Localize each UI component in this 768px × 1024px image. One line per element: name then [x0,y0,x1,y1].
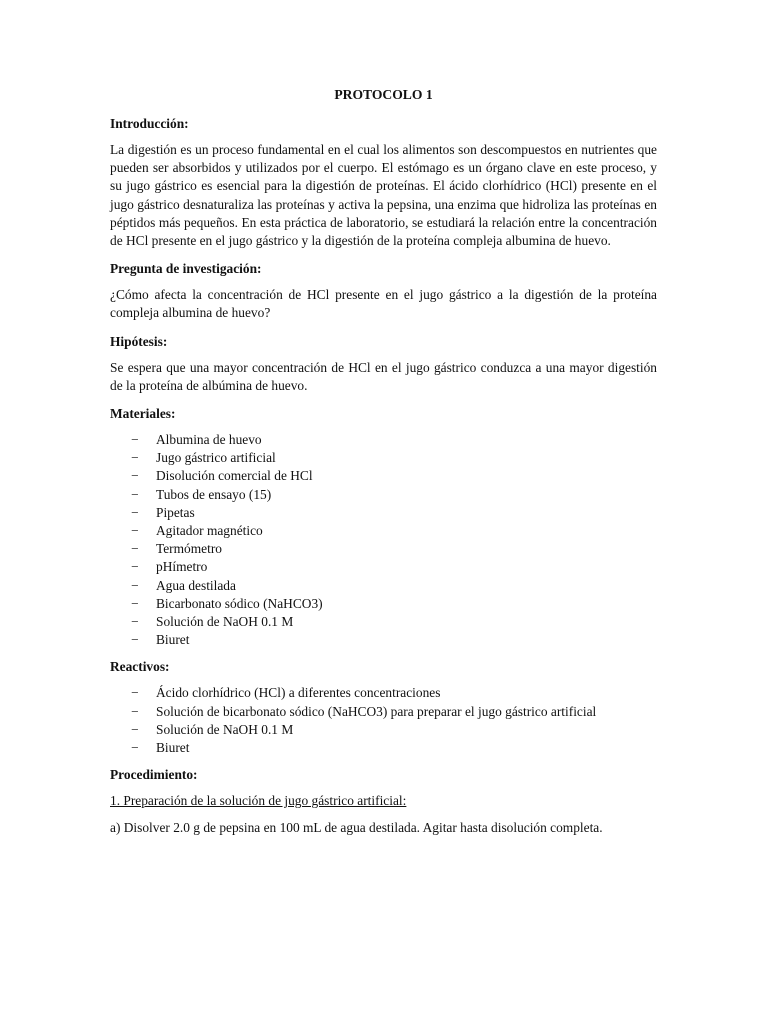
intro-heading: Introducción: [110,116,189,131]
list-item [110,486,657,504]
dash-bullet: − [131,703,139,719]
procedure-step-1-title: 1. Preparación de la solución de jugo gástrico artificial: [110,793,407,809]
materials-list [110,431,657,649]
material-item: Tubos de ensayo (15) [156,486,272,502]
dash-bullet: − [131,486,139,502]
list-item [110,540,657,558]
dash-bullet: − [131,559,139,575]
material-item: Pipetas [156,504,195,520]
question-paragraph: ¿Cómo afecta la concentración de HCl presente en el jugo gástrico a la digestión de la proteína compleja albumina de huevo? [110,287,657,321]
dash-bullet: − [131,523,139,539]
dash-bullet: − [131,614,139,630]
reagent-item: Ácido clorhídrico (HCl) a diferentes concentraciones [156,685,441,701]
material-item: Agitador magnético [156,523,263,539]
question-heading: Pregunta de investigación: [110,261,262,277]
list-item [110,467,657,485]
material-item: Jugo gástrico artificial [156,450,276,466]
dash-bullet: − [131,632,139,648]
material-item: Disolución comercial de HCl [156,468,313,484]
hypothesis-paragraph: Se espera que una mayor concentración de HCl en el jugo gástrico conduzca a una mayor digestión de la proteína de albúmina de huevo. [110,359,657,393]
hypothesis-heading: Hipótesis: [110,333,168,349]
list-item [110,504,657,522]
list-item [110,684,657,702]
list-item [110,739,657,757]
dash-bullet: − [131,468,139,484]
dash-bullet: − [131,504,139,520]
dash-bullet: − [131,685,139,701]
procedure-heading: Procedimiento: [110,767,198,783]
list-item [110,558,657,576]
list-item [110,577,657,595]
dash-bullet: − [131,740,139,756]
reagents-list [110,684,657,757]
list-item [110,703,657,721]
material-item: Agua destilada [156,577,236,593]
reagent-item: Solución de bicarbonato sódico (NaHCO3) para preparar el jugo gástrico artificial [156,703,597,719]
reagent-item: Solución de NaOH 0.1 M [156,721,294,737]
material-item: Termómetro [156,541,222,557]
material-item: Biuret [156,632,190,648]
material-item: pHímetro [156,559,208,575]
list-item [110,522,657,540]
document-page [110,86,657,847]
list-item [110,595,657,613]
dash-bullet: − [131,541,139,557]
list-item [110,631,657,649]
intro-paragraph: La digestión es un proceso fundamental en el cual los alimentos son descompuestos en nutrientes que pueden ser absorbidos y utilizados por el cuerpo. El estómago es un órgano clave en este proceso, y su jugo gástrico es esencial para la digestión de proteínas. El ácido clorhídrico (HCl) presente en el jugo gástrico desnaturaliza las proteínas y activa la pepsina, una enzima que hidroliza las proteínas en péptidos más pequeños. En esta práctica de laboratorio, se estudiará la relación entre la concentración de HCl presente en el jugo gástrico y la digestión de la proteína compleja albumina de huevo. [110,142,657,249]
list-item [110,449,657,467]
material-item: Solución de NaOH 0.1 M [156,614,294,630]
dash-bullet: − [131,721,139,737]
list-item [110,721,657,739]
list-item [110,431,657,449]
material-item: Bicarbonato sódico (NaHCO3) [156,595,323,611]
dash-bullet: − [131,432,139,448]
materials-heading: Materiales: [110,406,176,422]
dash-bullet: − [131,595,139,611]
material-item: Albumina de huevo [156,432,262,448]
reagents-heading: Reactivos: [110,659,170,675]
procedure-step-1a: a) Disolver 2.0 g de pepsina en 100 mL de agua destilada. Agitar hasta disolución completa. [110,820,603,836]
dash-bullet: − [131,577,139,593]
document-title: PROTOCOLO 1 [334,87,433,102]
reagent-item: Biuret [156,740,190,756]
list-item [110,613,657,631]
dash-bullet: − [131,450,139,466]
